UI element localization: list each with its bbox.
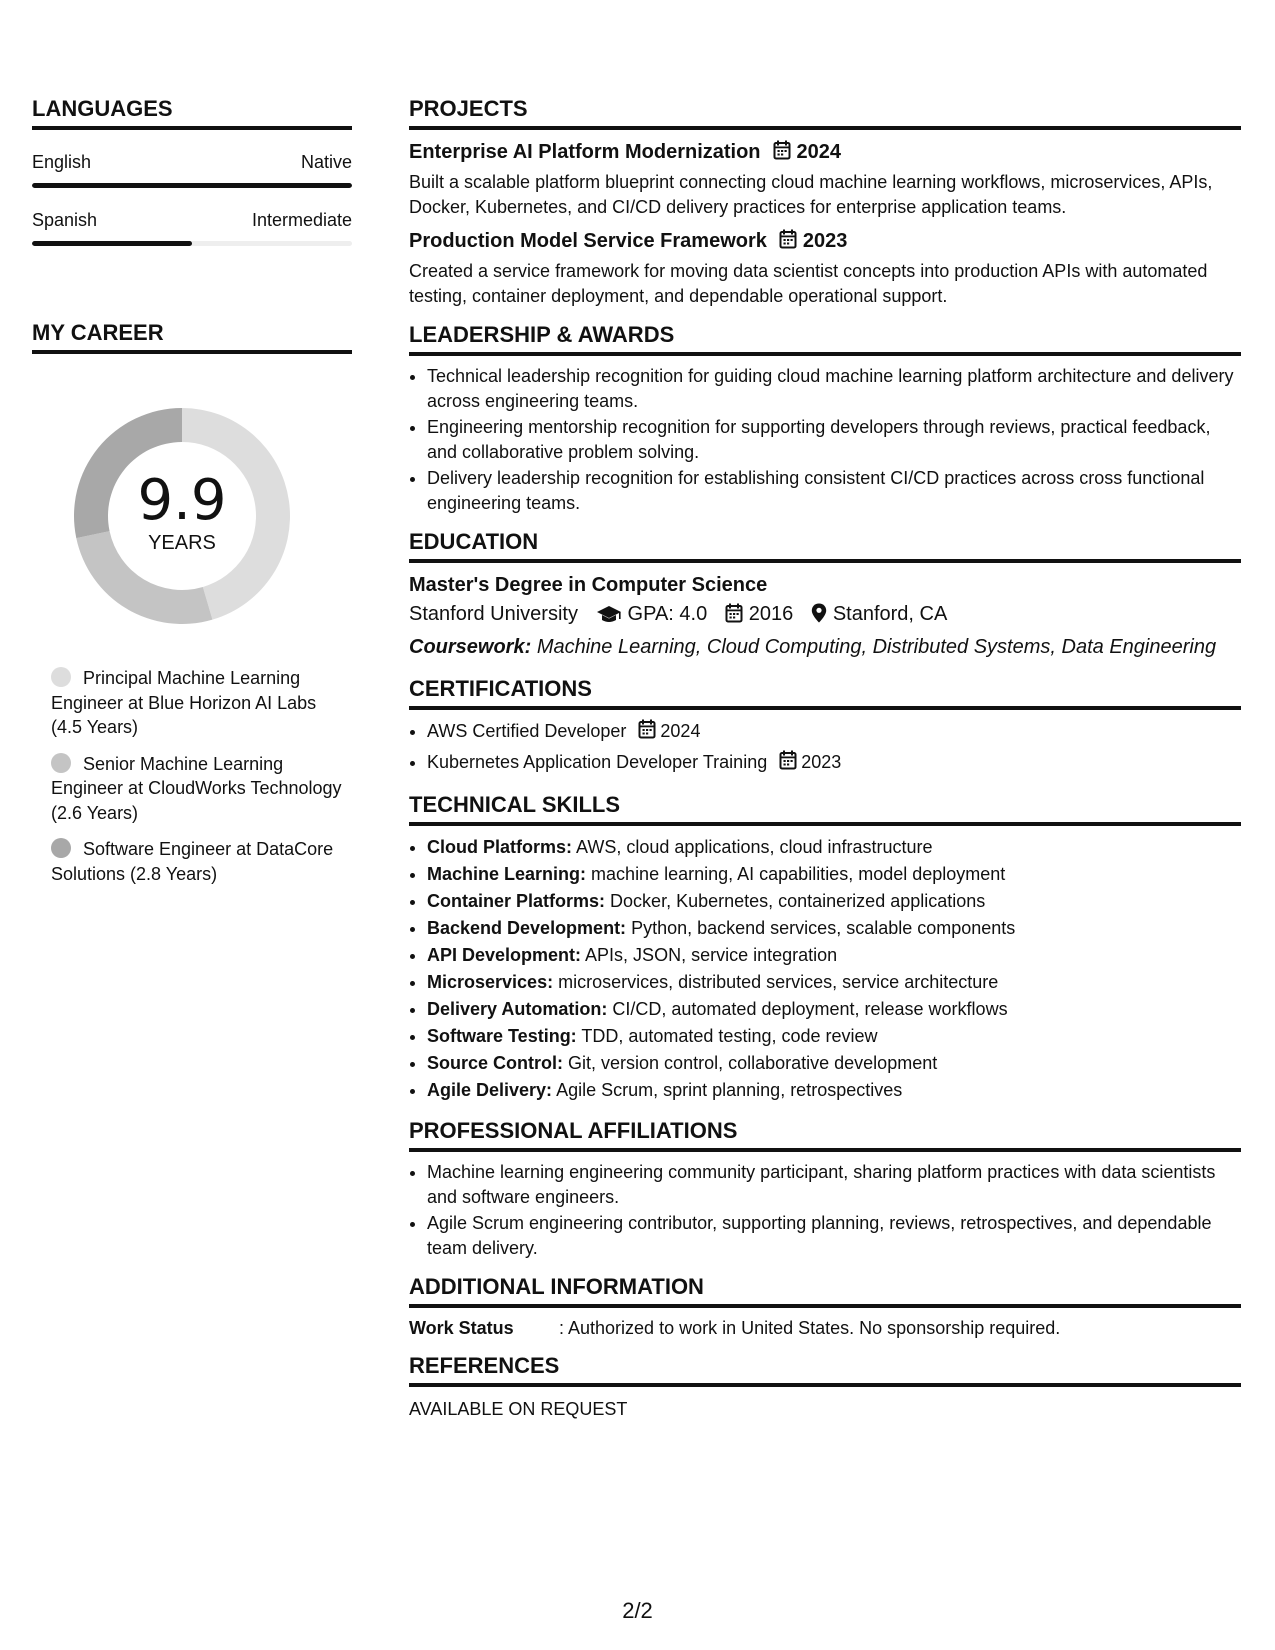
languages-title: LANGUAGES bbox=[32, 96, 352, 130]
education-location: Stanford, CA bbox=[832, 603, 948, 625]
certifications-title: CERTIFICATIONS bbox=[409, 676, 1241, 710]
affiliations-list bbox=[409, 1160, 1241, 1260]
skill-value: TDD, automated testing, code review bbox=[581, 1026, 878, 1046]
skill-item bbox=[427, 915, 1241, 942]
leadership-item: • Technical leadership recognition for guiding cloud machine learning platform architecture and delivery across engineering teams. bbox=[427, 364, 1241, 413]
skill-label: API Development: bbox=[427, 945, 582, 965]
education-section bbox=[409, 529, 1241, 662]
language-item bbox=[32, 152, 352, 188]
career-years-unit: YEARS bbox=[148, 532, 216, 554]
language-proficiency-fill bbox=[32, 241, 192, 246]
career-dot-icon bbox=[51, 753, 71, 773]
education-coursework bbox=[409, 632, 1241, 662]
career-item bbox=[51, 837, 351, 886]
skill-label: Microservices: bbox=[427, 972, 554, 992]
projects-list bbox=[409, 138, 1241, 308]
certification-year: 2023 bbox=[801, 752, 842, 772]
career-item bbox=[51, 752, 351, 826]
project-year-group bbox=[779, 230, 848, 252]
skill-item bbox=[427, 1050, 1241, 1077]
certification-name: AWS Certified Developer bbox=[427, 721, 627, 741]
language-row bbox=[32, 210, 352, 231]
additional-info-title: ADDITIONAL INFORMATION bbox=[409, 1274, 1241, 1308]
certifications-list bbox=[409, 718, 1241, 778]
project-name: Enterprise AI Platform Modernization bbox=[409, 141, 761, 163]
references-text: AVAILABLE ON REQUEST bbox=[409, 1399, 628, 1419]
page-number: 2/2 bbox=[622, 1598, 653, 1623]
education-title: EDUCATION bbox=[409, 529, 1241, 563]
work-status-label: Work Status bbox=[409, 1318, 514, 1338]
certification-item bbox=[427, 749, 1241, 778]
affiliation-item: • Machine learning engineering community participant, sharing platform practices with data scientists and software engineers. bbox=[427, 1160, 1241, 1209]
skill-label: Software Testing: bbox=[427, 1026, 577, 1046]
project-item bbox=[409, 138, 1241, 219]
project-item bbox=[409, 227, 1241, 308]
education-year: 2016 bbox=[748, 603, 794, 625]
calendar-icon bbox=[779, 229, 797, 257]
skill-item bbox=[427, 834, 1241, 861]
skill-label: Delivery Automation: bbox=[427, 999, 608, 1019]
skill-label: Backend Development: bbox=[427, 918, 627, 938]
skills-section bbox=[409, 792, 1241, 1104]
projects-section bbox=[409, 96, 1241, 308]
certification-year: 2024 bbox=[660, 721, 701, 741]
languages-section bbox=[32, 96, 352, 246]
affiliations-title: PROFESSIONAL AFFILIATIONS bbox=[409, 1118, 1241, 1152]
education-gpa: GPA: 4.0 bbox=[627, 603, 708, 625]
skill-value: machine learning, AI capabilities, model deployment bbox=[591, 864, 1006, 884]
language-level: Intermediate bbox=[251, 210, 352, 230]
skill-item bbox=[427, 996, 1241, 1023]
skill-value: APIs, JSON, service integration bbox=[585, 945, 838, 965]
languages-list bbox=[32, 152, 352, 246]
education-degree: Master's Degree in Computer Science bbox=[409, 574, 768, 596]
skill-value: Docker, Kubernetes, containerized applications bbox=[610, 891, 986, 911]
career-item-text: Software Engineer at DataCore Solutions (2.8 Years) bbox=[51, 839, 334, 884]
skill-label: Machine Learning: bbox=[427, 864, 587, 884]
leadership-list bbox=[409, 364, 1241, 515]
leadership-title: LEADERSHIP & AWARDS bbox=[409, 322, 1241, 356]
language-proficiency-bar bbox=[32, 183, 352, 188]
leadership-section bbox=[409, 322, 1241, 515]
project-year: 2023 bbox=[802, 230, 848, 252]
skill-value: CI/CD, automated deployment, release workflows bbox=[612, 999, 1008, 1019]
skill-item bbox=[427, 1023, 1241, 1050]
project-header bbox=[409, 138, 1241, 168]
skill-item bbox=[427, 969, 1241, 996]
language-proficiency-bar bbox=[32, 241, 352, 246]
right-column bbox=[409, 96, 1241, 1434]
career-dot-icon bbox=[51, 667, 71, 687]
skills-title: TECHNICAL SKILLS bbox=[409, 792, 1241, 826]
calendar-icon bbox=[773, 140, 791, 168]
references-title: REFERENCES bbox=[409, 1353, 1241, 1387]
language-item bbox=[32, 210, 352, 246]
calendar-icon bbox=[638, 719, 656, 747]
language-level: Native bbox=[300, 152, 352, 172]
map-marker-icon bbox=[811, 602, 827, 632]
skill-value: Agile Scrum, sprint planning, retrospectives bbox=[556, 1080, 903, 1100]
skill-label: Container Platforms: bbox=[427, 891, 606, 911]
career-total-years: 9.9 bbox=[137, 468, 227, 533]
skill-value: Python, backend services, scalable components bbox=[631, 918, 1016, 938]
skill-value: Git, version control, collaborative development bbox=[568, 1053, 938, 1073]
skill-item bbox=[427, 942, 1241, 969]
skill-label: Cloud Platforms: bbox=[427, 837, 573, 857]
skill-item bbox=[427, 861, 1241, 888]
work-status-value: : Authorized to work in United States. No sponsorship required. bbox=[559, 1318, 1061, 1338]
coursework-label: Coursework: bbox=[409, 636, 532, 658]
calendar-icon bbox=[779, 750, 797, 778]
certification-item bbox=[427, 718, 1241, 747]
project-description: Created a service framework for moving data scientist concepts into production APIs with automated testing, container deployment, and dependable operational support. bbox=[409, 261, 1208, 306]
language-row bbox=[32, 152, 352, 173]
project-name: Production Model Service Framework bbox=[409, 230, 767, 252]
career-dot-icon bbox=[51, 838, 71, 858]
work-status-row bbox=[409, 1318, 1241, 1339]
references-section bbox=[409, 1353, 1241, 1420]
career-item-text: Senior Machine Learning Engineer at CloudWorks Technology (2.6 Years) bbox=[51, 753, 342, 823]
skill-item bbox=[427, 1077, 1241, 1104]
career-legend bbox=[51, 666, 351, 886]
project-year-group bbox=[773, 141, 842, 163]
project-year: 2024 bbox=[796, 141, 842, 163]
skill-value: microservices, distributed services, service architecture bbox=[558, 972, 999, 992]
additional-info-section bbox=[409, 1274, 1241, 1339]
language-name: English bbox=[32, 152, 92, 172]
certification-name: Kubernetes Application Developer Training bbox=[427, 752, 768, 772]
education-school: Stanford University bbox=[409, 603, 578, 625]
certifications-section bbox=[409, 676, 1241, 778]
left-column bbox=[32, 96, 352, 898]
career-donut-chart bbox=[62, 396, 302, 636]
project-header bbox=[409, 227, 1241, 257]
career-item bbox=[51, 666, 351, 740]
affiliations-section bbox=[409, 1118, 1241, 1260]
language-name: Spanish bbox=[32, 210, 98, 230]
graduation-cap-icon bbox=[596, 602, 622, 632]
language-proficiency-fill bbox=[32, 183, 352, 188]
career-item-text: Principal Machine Learning Engineer at Blue Horizon AI Labs (4.5 Years) bbox=[51, 668, 317, 737]
project-description: Built a scalable platform blueprint connecting cloud machine learning workflows, microservices, APIs, Docker, Kubernetes, and CI/CD delivery practices for enterprise application teams. bbox=[409, 172, 1213, 217]
skill-label: Agile Delivery: bbox=[427, 1080, 553, 1100]
calendar-icon bbox=[725, 602, 743, 632]
affiliation-item: • Agile Scrum engineering contributor, supporting planning, reviews, retrospectives, and dependable team delivery. bbox=[427, 1211, 1241, 1260]
career-section bbox=[32, 320, 352, 886]
skills-list bbox=[409, 834, 1241, 1104]
skill-value: AWS, cloud applications, cloud infrastructure bbox=[576, 837, 933, 857]
education-details bbox=[409, 599, 1241, 632]
career-title: MY CAREER bbox=[32, 320, 352, 354]
skill-item bbox=[427, 888, 1241, 915]
leadership-item: • Engineering mentorship recognition for supporting developers through reviews, practical feedback, and collaborative problem solving. bbox=[427, 415, 1241, 464]
skill-label: Source Control: bbox=[427, 1053, 564, 1073]
coursework-text: Machine Learning, Cloud Computing, Distributed Systems, Data Engineering bbox=[536, 636, 1217, 658]
projects-title: PROJECTS bbox=[409, 96, 1241, 130]
leadership-item: • Delivery leadership recognition for establishing consistent CI/CD practices across cross functional engineering teams. bbox=[427, 466, 1241, 515]
